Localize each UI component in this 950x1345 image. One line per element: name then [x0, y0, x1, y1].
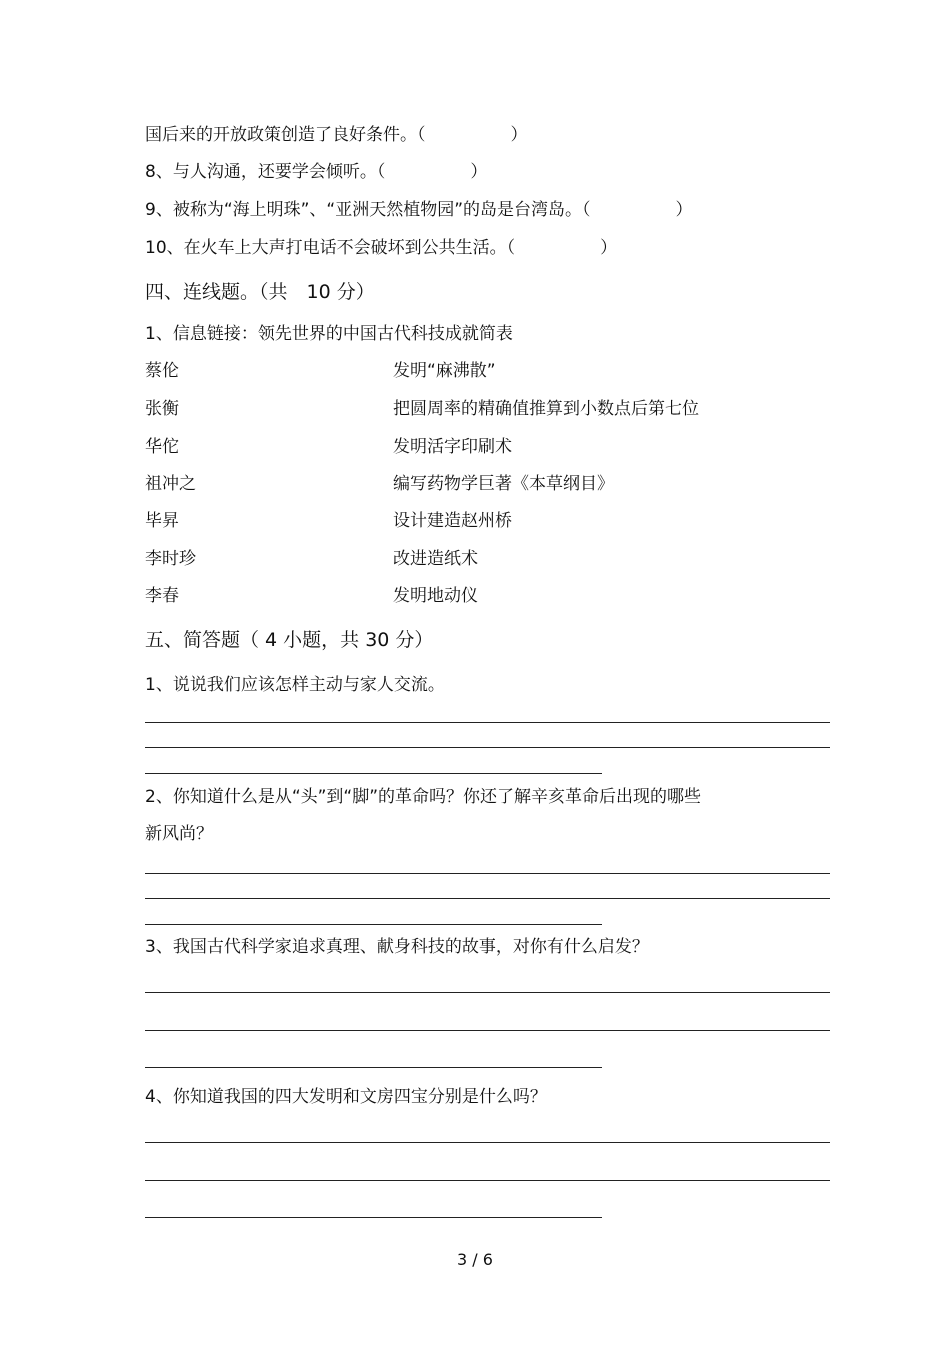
answer-line[interactable]	[145, 1067, 602, 1068]
match-person[interactable]: 毕昇	[145, 511, 179, 531]
match-person[interactable]: 李时珍	[145, 549, 196, 569]
match-achievement[interactable]: 把圆周率的精确值推算到小数点后第七位	[393, 399, 699, 419]
match-achievement[interactable]: 编写药物学巨著《本草纲目》	[393, 474, 614, 494]
answer-line[interactable]	[145, 924, 602, 925]
question-4: 4、你知道我国的四大发明和文房四宝分别是什么吗？	[145, 1087, 547, 1107]
answer-line[interactable]	[145, 1180, 830, 1181]
answer-line[interactable]	[145, 1142, 830, 1143]
match-achievement[interactable]: 发明“麻沸散”	[393, 361, 496, 381]
match-achievement[interactable]: 发明活字印刷术	[393, 437, 512, 457]
match-person[interactable]: 祖冲之	[145, 474, 196, 494]
answer-line[interactable]	[145, 1030, 830, 1031]
match-achievement[interactable]: 设计建造赵州桥	[393, 511, 512, 531]
answer-line[interactable]	[145, 992, 830, 993]
answer-line[interactable]	[145, 1217, 602, 1218]
tf-item-7-continued: 国后来的开放政策创造了良好条件。（ ）	[145, 125, 528, 145]
section4-heading: 四、连线题。（共 10 分）	[145, 281, 375, 303]
page-number: 3 / 6	[457, 1250, 493, 1269]
question-3: 3、我国古代科学家追求真理、献身科技的故事，对你有什么启发？	[145, 937, 649, 957]
match-achievement[interactable]: 改进造纸术	[393, 549, 478, 569]
section5-heading: 五、简答题（ 4 小题，共 30 分）	[145, 629, 434, 651]
question-1: 1、说说我们应该怎样主动与家人交流。	[145, 675, 445, 695]
match-person[interactable]: 张衡	[145, 399, 179, 419]
match-achievement[interactable]: 发明地动仪	[393, 586, 478, 606]
answer-line[interactable]	[145, 722, 830, 723]
match-person[interactable]: 华佗	[145, 437, 179, 457]
match-person[interactable]: 李春	[145, 586, 179, 606]
question-2-line1: 2、你知道什么是从“头”到“脚”的革命吗？你还了解辛亥革命后出现的哪些	[145, 787, 702, 807]
section4-intro: 1、信息链接：领先世界的中国古代科技成就简表	[145, 324, 513, 344]
tf-item-8: 8、与人沟通，还要学会倾听。（ ）	[145, 162, 488, 182]
answer-line[interactable]	[145, 898, 830, 899]
tf-item-10: 10、在火车上大声打电话不会破坏到公共生活。（ ）	[145, 238, 618, 258]
tf-item-9: 9、被称为“海上明珠”、“亚洲天然植物园”的岛是台湾岛。（ ）	[145, 200, 693, 220]
match-person[interactable]: 蔡伦	[145, 361, 179, 381]
answer-line[interactable]	[145, 873, 830, 874]
answer-line[interactable]	[145, 747, 830, 748]
answer-line[interactable]	[145, 773, 602, 774]
question-2-line2: 新风尚？	[145, 824, 213, 844]
